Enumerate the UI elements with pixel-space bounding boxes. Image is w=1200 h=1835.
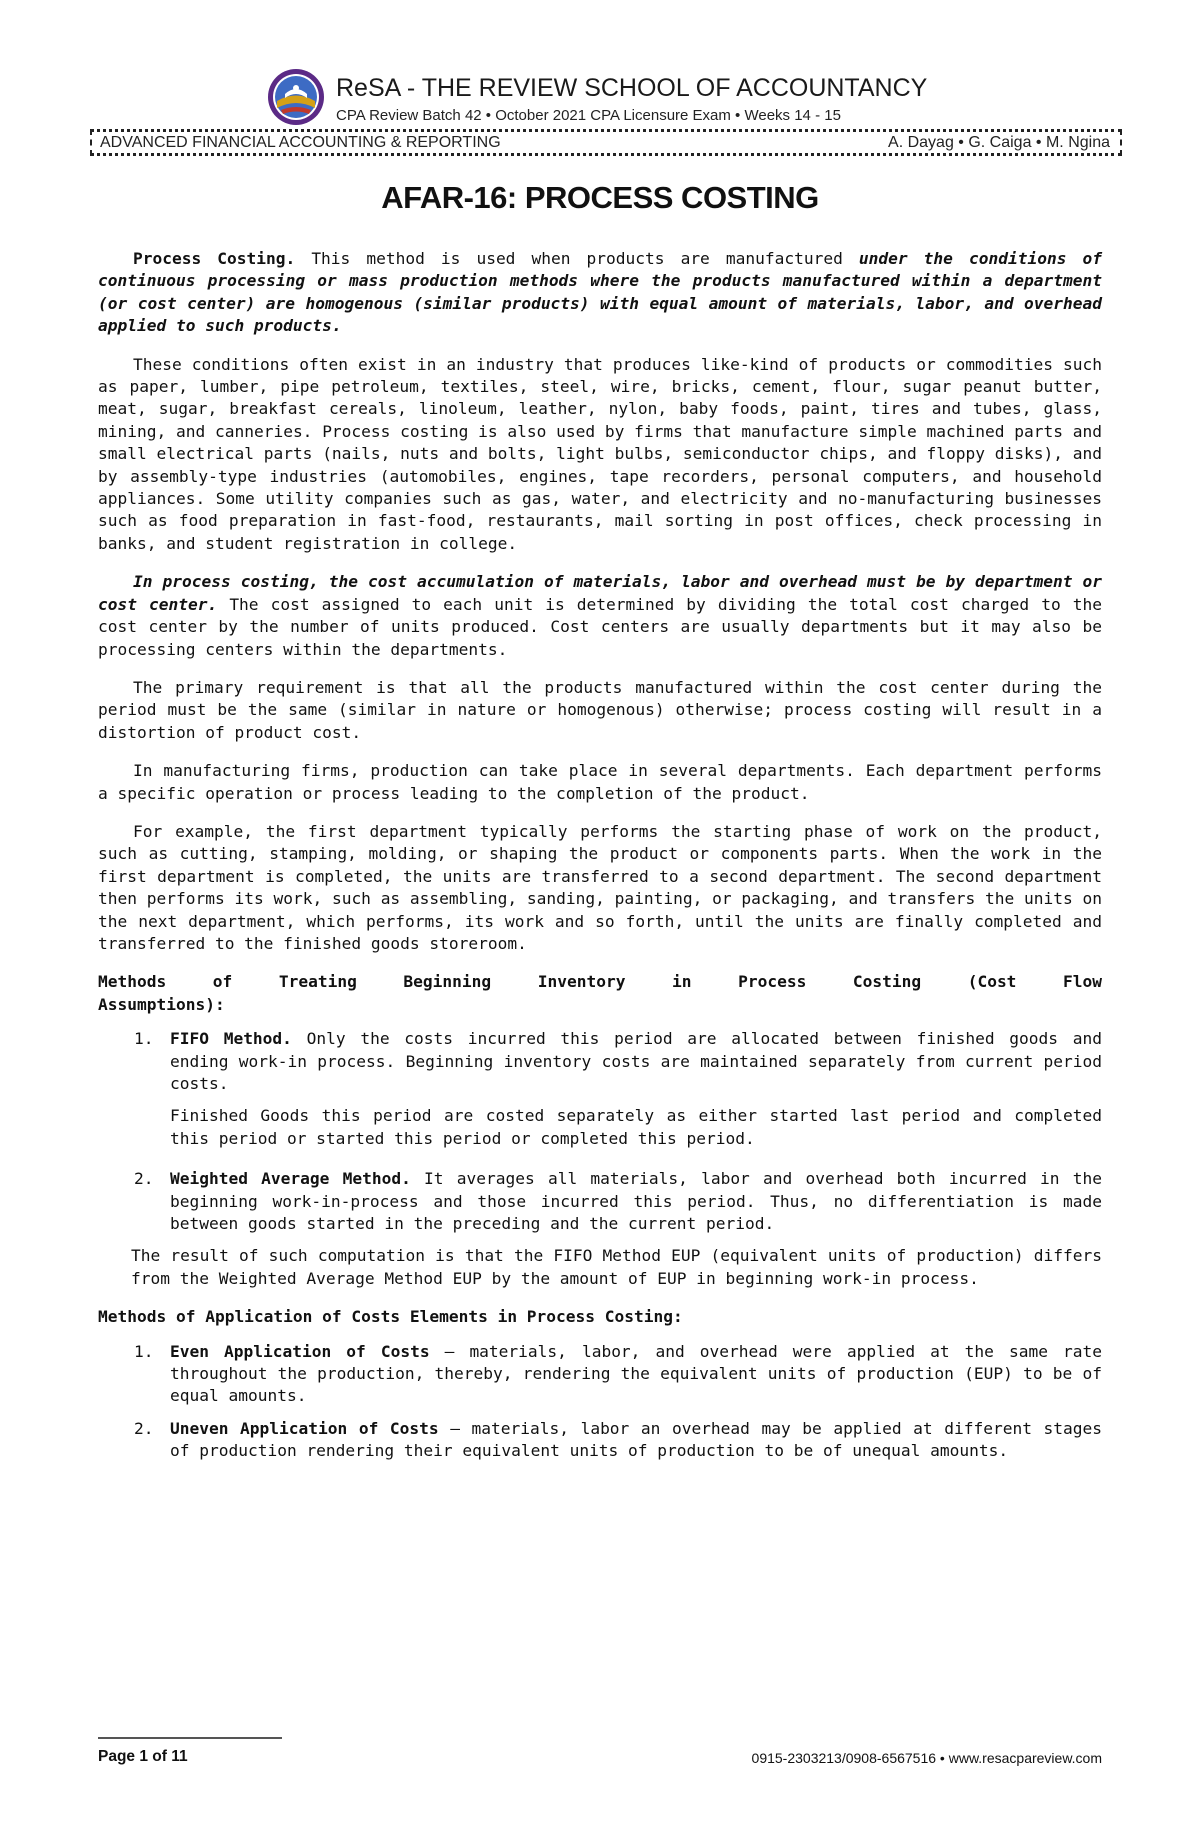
paragraph-text: This method is used when products are manufactured — [295, 249, 859, 268]
list-item-even-application — [98, 1341, 1102, 1408]
list-item-weighted-average — [98, 1168, 1102, 1235]
authors: A. Dayag • G. Caiga • M. Ngina — [888, 134, 1110, 151]
emphasis-text: In process costing, the cost accumulation of materials, labor and overhead must be by department or cost center. — [98, 572, 1102, 614]
list-item-text: – materials, labor, and overhead were applied at the same rate throughout the production, thereby, rendering the equivalent units of production (EUP) to be of equal amounts. — [170, 1341, 1102, 1406]
paragraph-primary-requirement: The primary requirement is that all the products manufactured within the cost center during the period must be the same (similar in nature or homogenous) otherwise; process costing will result in a distortion of product cost. — [98, 677, 1102, 742]
list-number: 2. — [134, 1418, 154, 1438]
paragraph-text: The cost assigned to each unit is determined by dividing the total cost charged to the cost center by the number of units produced. Cost centers are usually departments but it may also be processing centers within the departments. — [98, 594, 1102, 659]
org-name: ReSA - THE REVIEW SCHOOL OF ACCOUNTANCY — [336, 74, 928, 102]
document-body — [98, 248, 1102, 1473]
paragraph-example: For example, the first department typically performs the starting phase of work on the product, such as cutting, stamping, molding, or shaping the product or components parts. When the work in the first department is completed, the units are transferred to a second department. The second department then performs its work, such as assembling, sanding, painting, or packaging, and transfers the units on the next department, which performs, its work and so forth, until the units are finally completed and transferred to the finished goods storeroom. — [98, 821, 1102, 953]
list-item-text: It averages all materials, labor and overhead both incurred in the beginning work-in-process and those incurred this period. Thus, no differentiation is made between goods started in the preceding and the current period. — [170, 1169, 1102, 1234]
list-item-uneven-application — [98, 1418, 1102, 1463]
section-heading-beginning-inventory: Methods of Treating Beginning Inventory in Process Costing (Cost Flow — [98, 972, 1102, 992]
list-item-title: Even Application of Costs — [170, 1341, 430, 1361]
paragraph-process-costing — [98, 248, 1102, 338]
section-heading-cost-elements: Methods of Application of Costs Elements in Process Costing: — [98, 1307, 683, 1327]
emphasis-text: under the conditions of continuous processing or mass production methods where the products manufactured within a department (or cost center) are homogenous (similar products) with equal amount of materials, labor, and overhead applied to such products. — [98, 249, 1102, 336]
list-item-fifo — [98, 1028, 1102, 1150]
paragraph-result: The result of such computation is that the FIFO Method EUP (equivalent units of production) differs from the Weighted Average Method EUP by the amount of EUP in beginning work-in process. — [131, 1246, 1102, 1288]
list-item-subparagraph: Finished Goods this period are costed separately as either started last period and completed this period or started this period or completed this period. — [170, 1106, 1102, 1148]
section-heading-continuation: Assumptions): — [98, 994, 225, 1014]
paragraph-cost-accumulation — [98, 571, 1102, 661]
batch-line: CPA Review Batch 42 • October 2021 CPA Licensure Exam • Weeks 14 - 15 — [336, 107, 841, 124]
list-number: 1. — [134, 1341, 154, 1361]
list-number: 1. — [134, 1029, 154, 1049]
footer-contact: 0915-2303213/0908-6567516 • www.resacpareview.com — [751, 1750, 1102, 1766]
list-item-title: Weighted Average Method. — [170, 1169, 411, 1189]
page-number: Page 1 of 11 — [98, 1748, 188, 1765]
footer-rule — [98, 1737, 282, 1739]
inventory-methods-list — [98, 1028, 1102, 1235]
paragraph-departments: In manufacturing firms, production can take place in several departments. Each department performs a specific operation or process leading to the completion of the product. — [98, 761, 1102, 803]
page-title: AFAR-16: PROCESS COSTING — [381, 180, 819, 215]
cost-application-list — [98, 1341, 1102, 1463]
list-number: 2. — [134, 1169, 154, 1189]
resa-logo-icon — [267, 68, 325, 126]
paragraph-industries: These conditions often exist in an industry that produces like-kind of products or commodities such as paper, lumber, pipe petroleum, textiles, steel, wire, bricks, cement, flour, sugar peanut butter, meat, sugar, breakfast cereals, linoleum, leather, nylon, baby foods, paint, tires and tubes, glass, mining, and canneries. Process costing is also used by firms that manufacture simple machined parts and small electrical parts (nails, nuts and bolts, light bulbs, semiconductor chips, and floppy disks), and by assembly-type industries (automobiles, engines, tape recorders, personal computers, and household appliances. Some utility companies such as gas, water, and electricity and no-manufacturing businesses such as food preparation in fast-food, restaurants, mail sorting in post offices, check processing in banks, and student registration in college. — [98, 354, 1102, 553]
list-item-text: Only the costs incurred this period are allocated between finished goods and ending work-in process. Beginning inventory costs are maintained separately from current period costs. — [170, 1029, 1102, 1093]
list-item-title: Uneven Application of Costs — [170, 1418, 439, 1438]
list-item-title: FIFO Method. — [170, 1029, 292, 1049]
course-banner — [90, 129, 1122, 156]
course-name: ADVANCED FINANCIAL ACCOUNTING & REPORTING — [100, 134, 501, 151]
list-item-text: – materials, labor an overhead may be applied at different stages of production rendering their equivalent units of production to be of unequal amounts. — [170, 1418, 1103, 1461]
term-process-costing: Process Costing. — [133, 249, 296, 268]
